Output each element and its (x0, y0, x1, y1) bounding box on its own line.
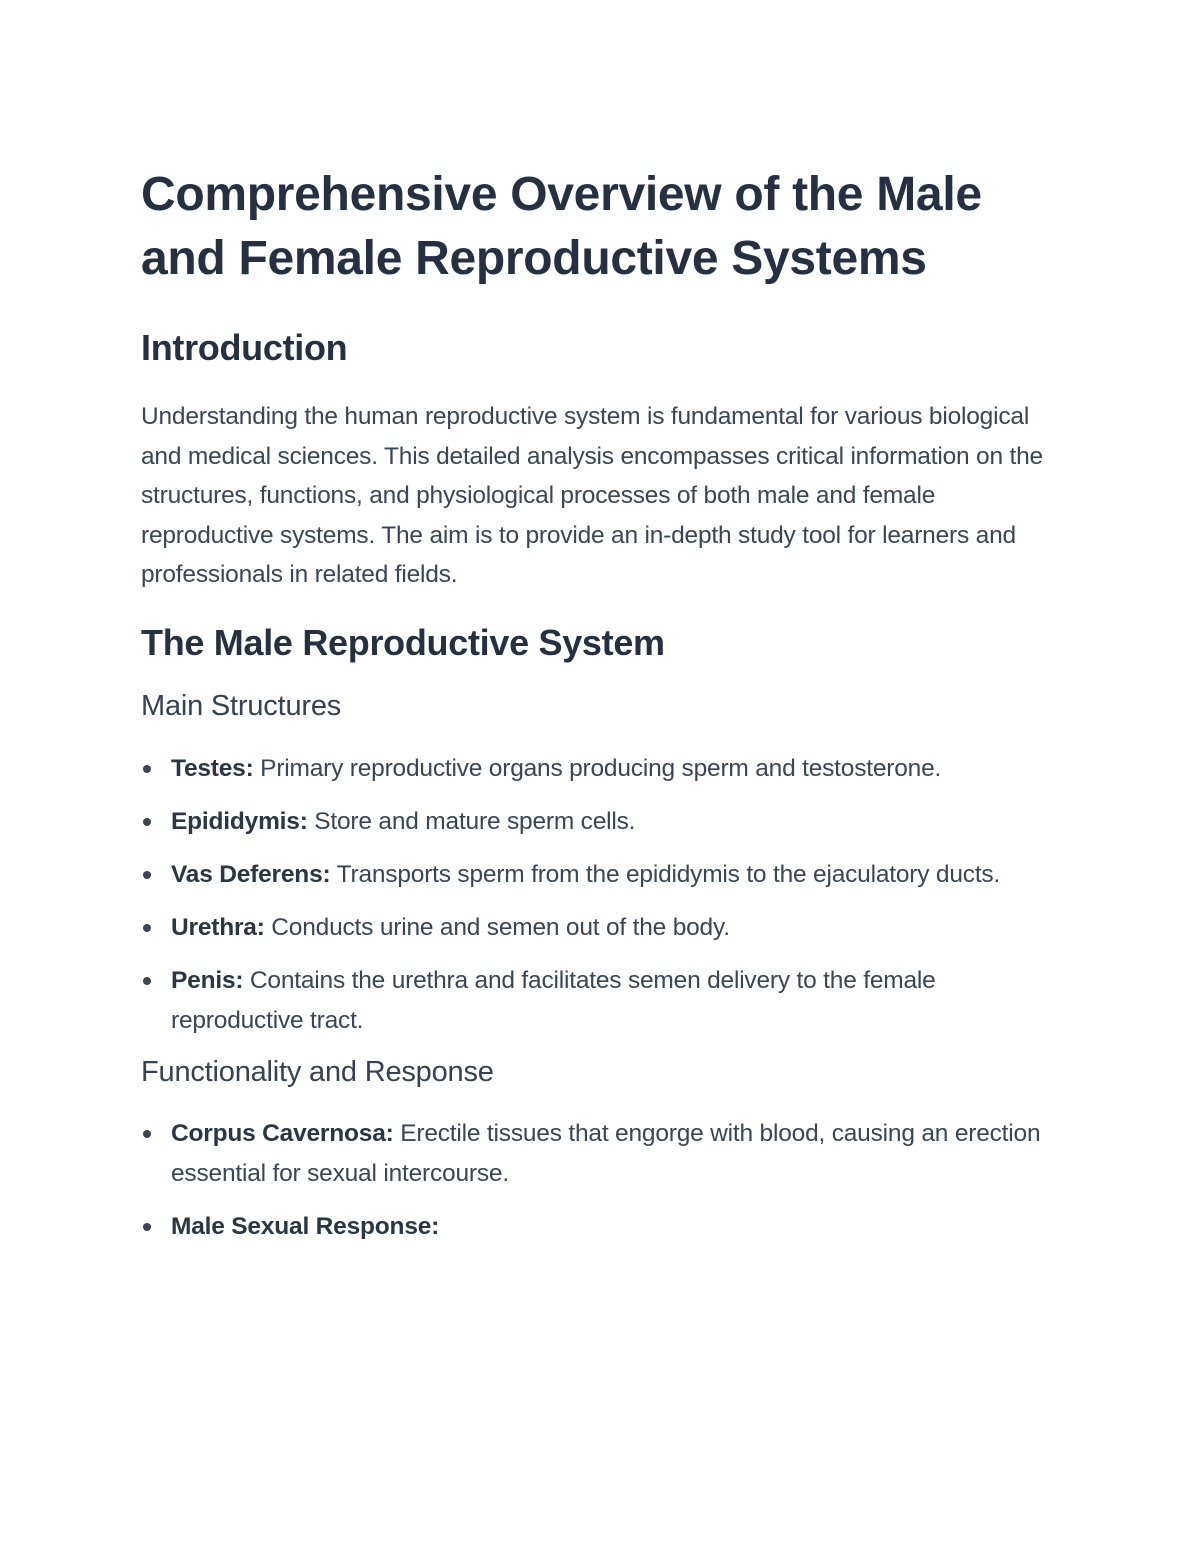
bullet-icon (143, 871, 151, 879)
bullet-icon (143, 1130, 151, 1138)
introduction-heading: Introduction (141, 327, 348, 368)
list-item-description: Conducts urine and semen out of the body. (264, 914, 730, 942)
main-structures-heading: Main Structures (141, 689, 342, 722)
list-item (141, 855, 1071, 895)
list-item-term: Vas Deferens: (171, 861, 331, 889)
bullet-icon (143, 765, 151, 773)
document-page (141, 163, 1071, 1260)
list-item-description: Store and mature sperm cells. (307, 808, 636, 836)
list-item-description: Transports sperm from the epididymis to the ejaculatory ducts. (330, 861, 1001, 889)
main-structures-list (141, 749, 1071, 1041)
list-item-term: Penis: (171, 967, 244, 995)
male-system-heading: The Male Reproductive System (141, 621, 665, 663)
bullet-icon (143, 818, 151, 826)
list-item (141, 908, 1071, 948)
list-item (141, 802, 1071, 842)
list-item-term: Corpus Cavernosa: (171, 1120, 394, 1148)
bullet-icon (143, 1223, 151, 1231)
introduction-paragraph: Understanding the human reproductive system is fundamental for various biological and medical sciences. This detailed analysis encompasses critical information on the structures, functions, and physiological processes of both male and female reproductive systems. The aim is to provide an in-depth study tool for learners and professionals in related fields. (141, 403, 1043, 589)
list-item (141, 1114, 1071, 1193)
list-item-description: Contains the urethra and facilitates semen delivery to the female reproductive tract. (171, 967, 936, 1034)
list-item (141, 961, 1071, 1040)
list-item (141, 749, 1071, 789)
functionality-list (141, 1114, 1071, 1246)
list-item-term: Testes: (171, 754, 254, 782)
document-title: Comprehensive Overview of the Male and Female Reproductive Systems (141, 168, 982, 285)
list-item-term: Male Sexual Response: (171, 1212, 440, 1240)
bullet-icon (143, 977, 151, 985)
list-item (141, 1207, 1071, 1247)
list-item-term: Urethra: (171, 914, 265, 942)
functionality-heading: Functionality and Response (141, 1056, 494, 1089)
list-item-description: Erectile tissues that engorge with blood, causing an erection essential for sexual intercourse. (171, 1120, 1041, 1187)
list-item-description: Primary reproductive organs producing sperm and testosterone. (253, 754, 942, 782)
bullet-icon (143, 924, 151, 932)
list-item-term: Epididymis: (171, 808, 308, 836)
